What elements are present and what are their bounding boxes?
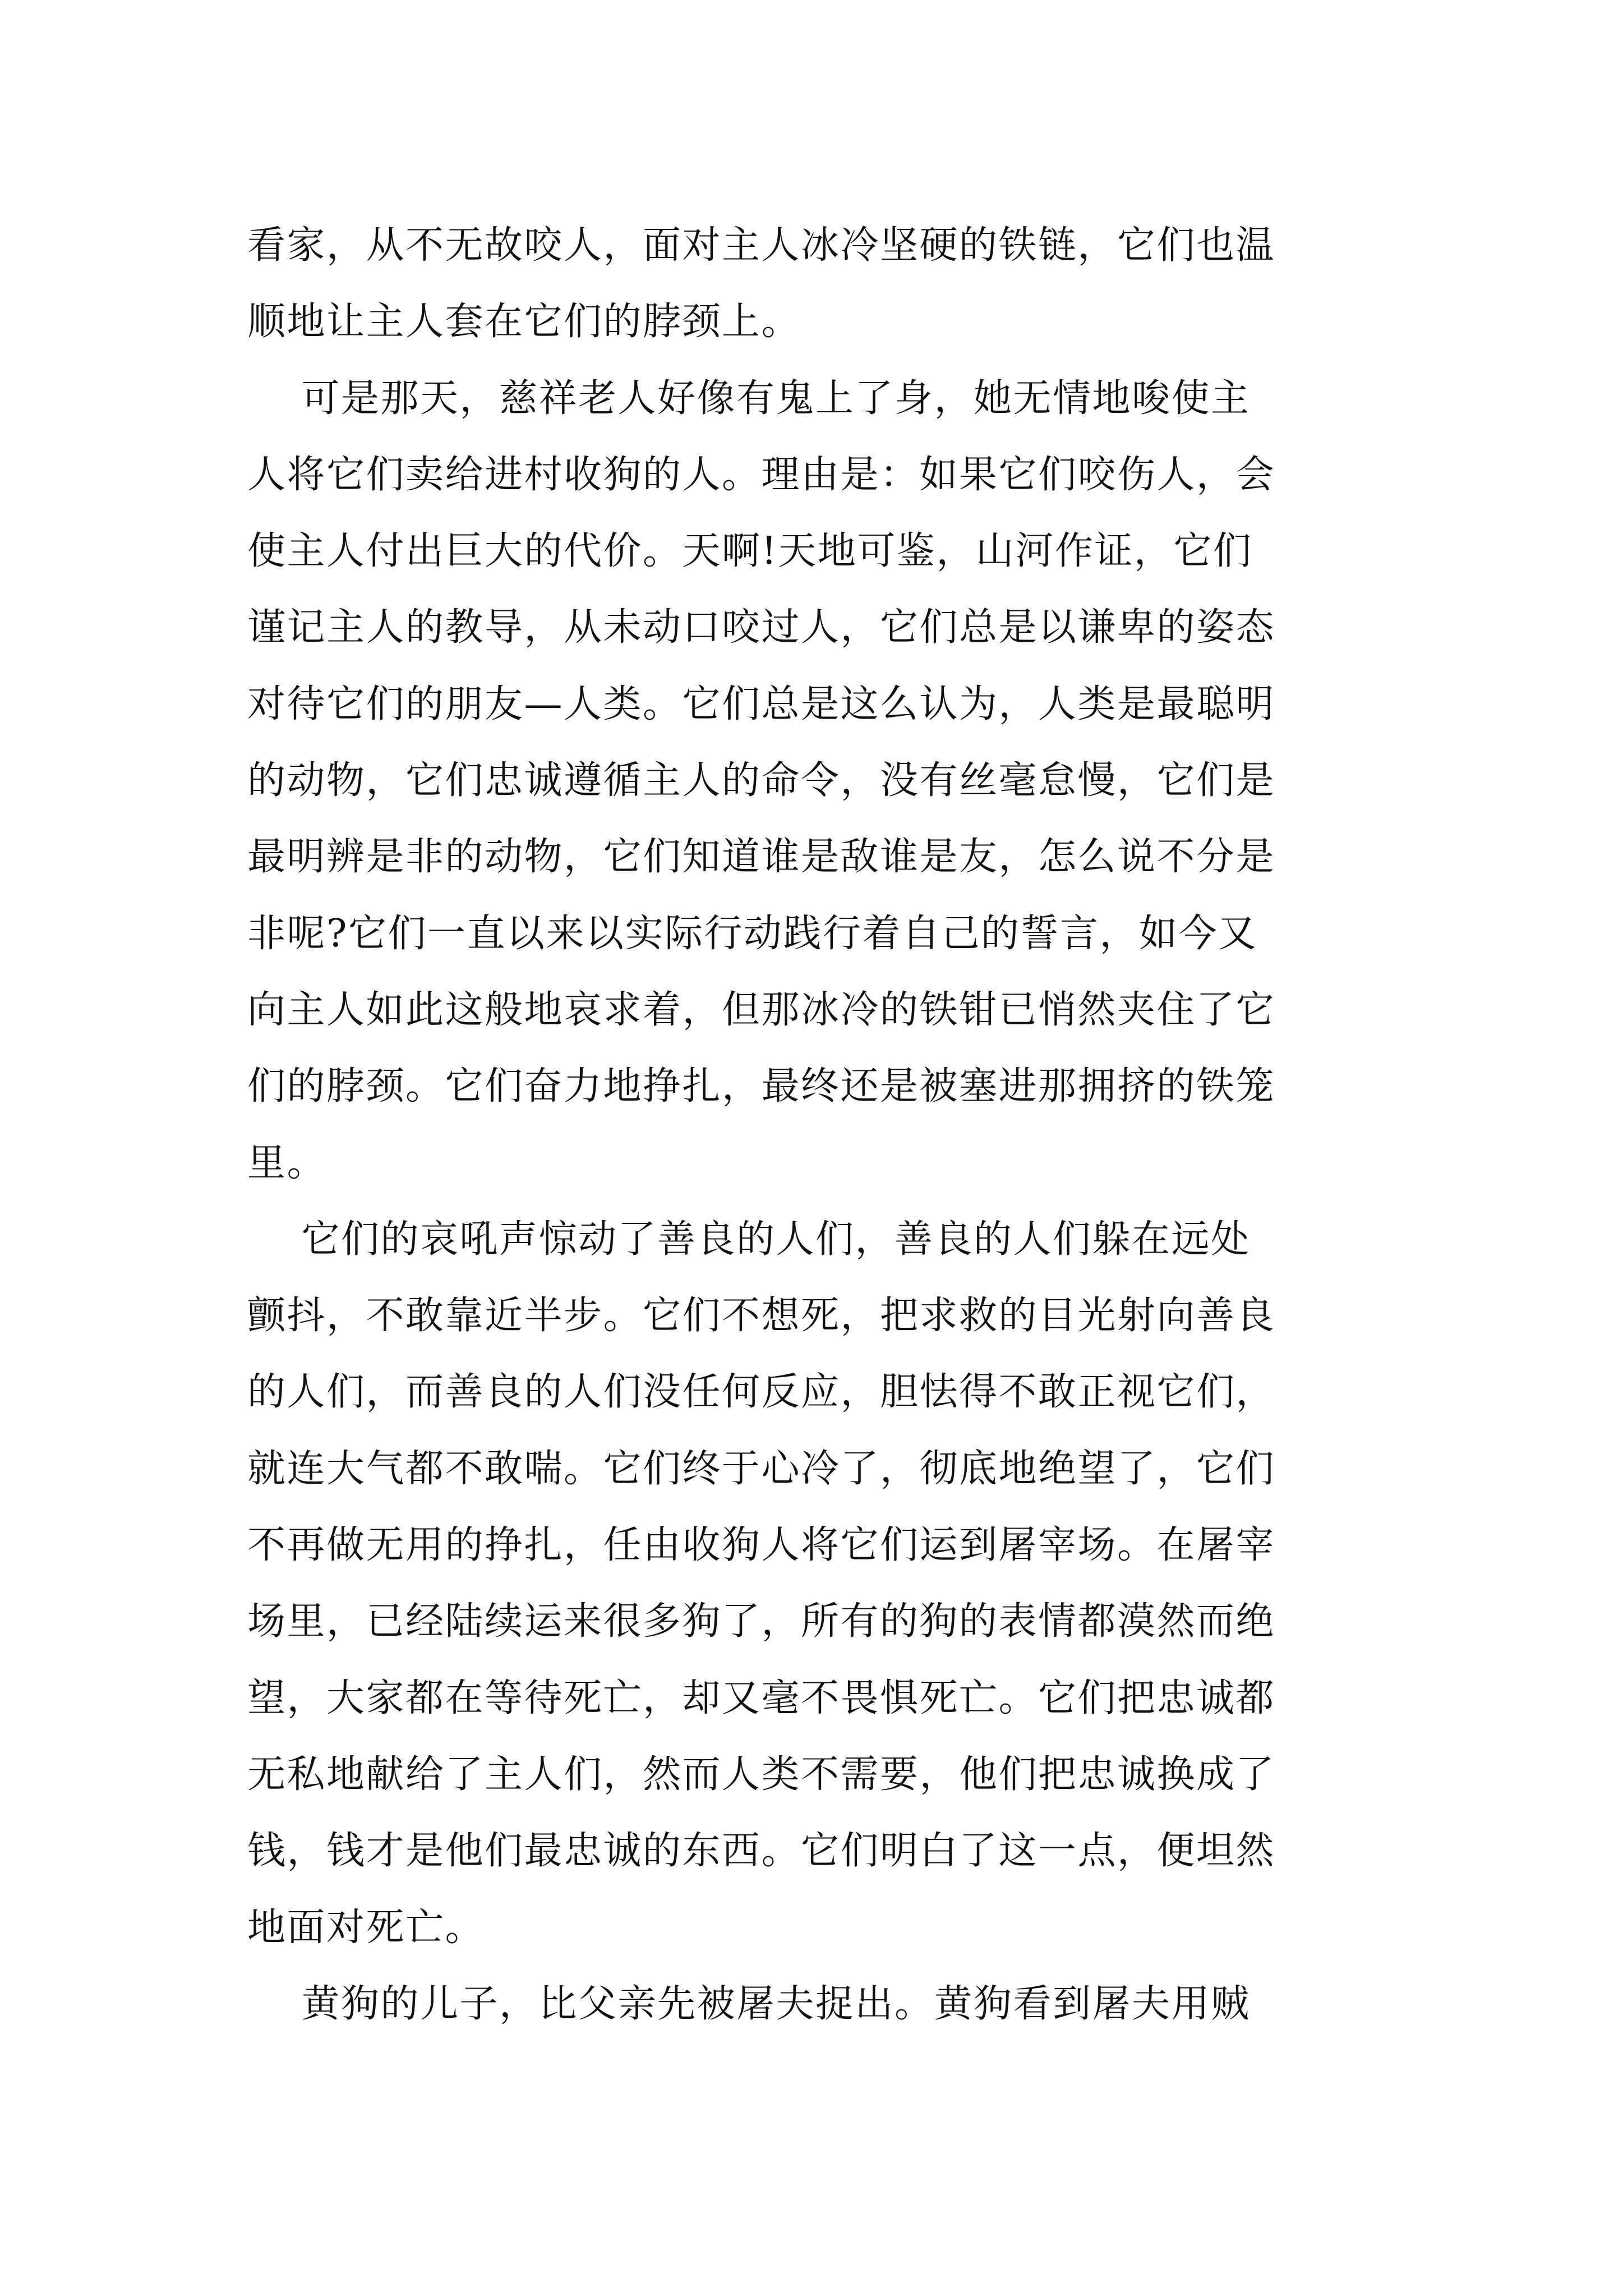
text-line: 可是那天，慈祥老人好像有鬼上了身，她无情地唆使主: [247, 376, 1251, 421]
text-line: 使主人付出巨大的代价。天啊!天地可鉴，山河作证，它们: [247, 529, 1253, 574]
text-line: 黄狗的儿子，比父亲先被屠夫捉出。黄狗看到屠夫用贼: [247, 1981, 1251, 2026]
text-line: 对待它们的朋友—人类。它们总是这么认为，人类是最聪明: [247, 682, 1276, 726]
text-line: 谨记主人的教导，从未动口咬过人，它们总是以谦卑的姿态: [247, 605, 1276, 650]
text-line: 的动物，它们忠诚遵循主人的命令，没有丝毫怠慢，它们是: [247, 758, 1276, 803]
text-line: 地面对死亡。: [247, 1905, 485, 1950]
text-line: 的人们，而善良的人们没任何反应，胆怯得不敢正视它们，: [247, 1370, 1276, 1415]
text-line: 无私地献给了主人们，然而人类不需要，他们把忠诚换成了: [247, 1752, 1276, 1797]
text-line: 最明辨是非的动物，它们知道谁是敌谁是友，怎么说不分是: [247, 835, 1276, 880]
text-line: 向主人如此这般地哀求着，但那冰冷的铁钳已悄然夹住了它: [247, 987, 1276, 1032]
body-text: [247, 208, 1389, 2042]
text-line: 就连大气都不敢喘。它们终于心冷了，彻底地绝望了，它们: [247, 1446, 1276, 1491]
text-line: 里。: [247, 1140, 327, 1185]
text-line: 不再做无用的挣扎，任由收狗人将它们运到屠宰场。在屠宰: [247, 1523, 1276, 1568]
text-line: 们的脖颈。它们奋力地挣扎，最终还是被塞进那拥挤的铁笼: [247, 1064, 1276, 1109]
text-line: 人将它们卖给进村收狗的人。理由是：如果它们咬伤人，会: [247, 452, 1276, 497]
text-line: 望，大家都在等待死亡，却又毫不畏惧死亡。它们把忠诚都: [247, 1676, 1276, 1720]
text-line: 非呢?它们一直以来以实际行动践行着自己的誓言，如今又: [247, 911, 1258, 956]
text-line: 场里，已经陆续运来很多狗了，所有的狗的表情都漠然而绝: [247, 1599, 1276, 1644]
text-line: 它们的哀吼声惊动了善良的人们，善良的人们躲在远处: [247, 1217, 1251, 1262]
text-line: 顺地让主人套在它们的脖颈上。: [247, 300, 801, 344]
text-line: 钱，钱才是他们最忠诚的东西。它们明白了这一点，便坦然: [247, 1829, 1276, 1874]
text-line: 看家，从不无故咬人，面对主人冰冷坚硬的铁链，它们也温: [247, 223, 1276, 268]
text-line: 颤抖，不敢靠近半步。它们不想死，把求救的目光射向善良: [247, 1294, 1276, 1338]
